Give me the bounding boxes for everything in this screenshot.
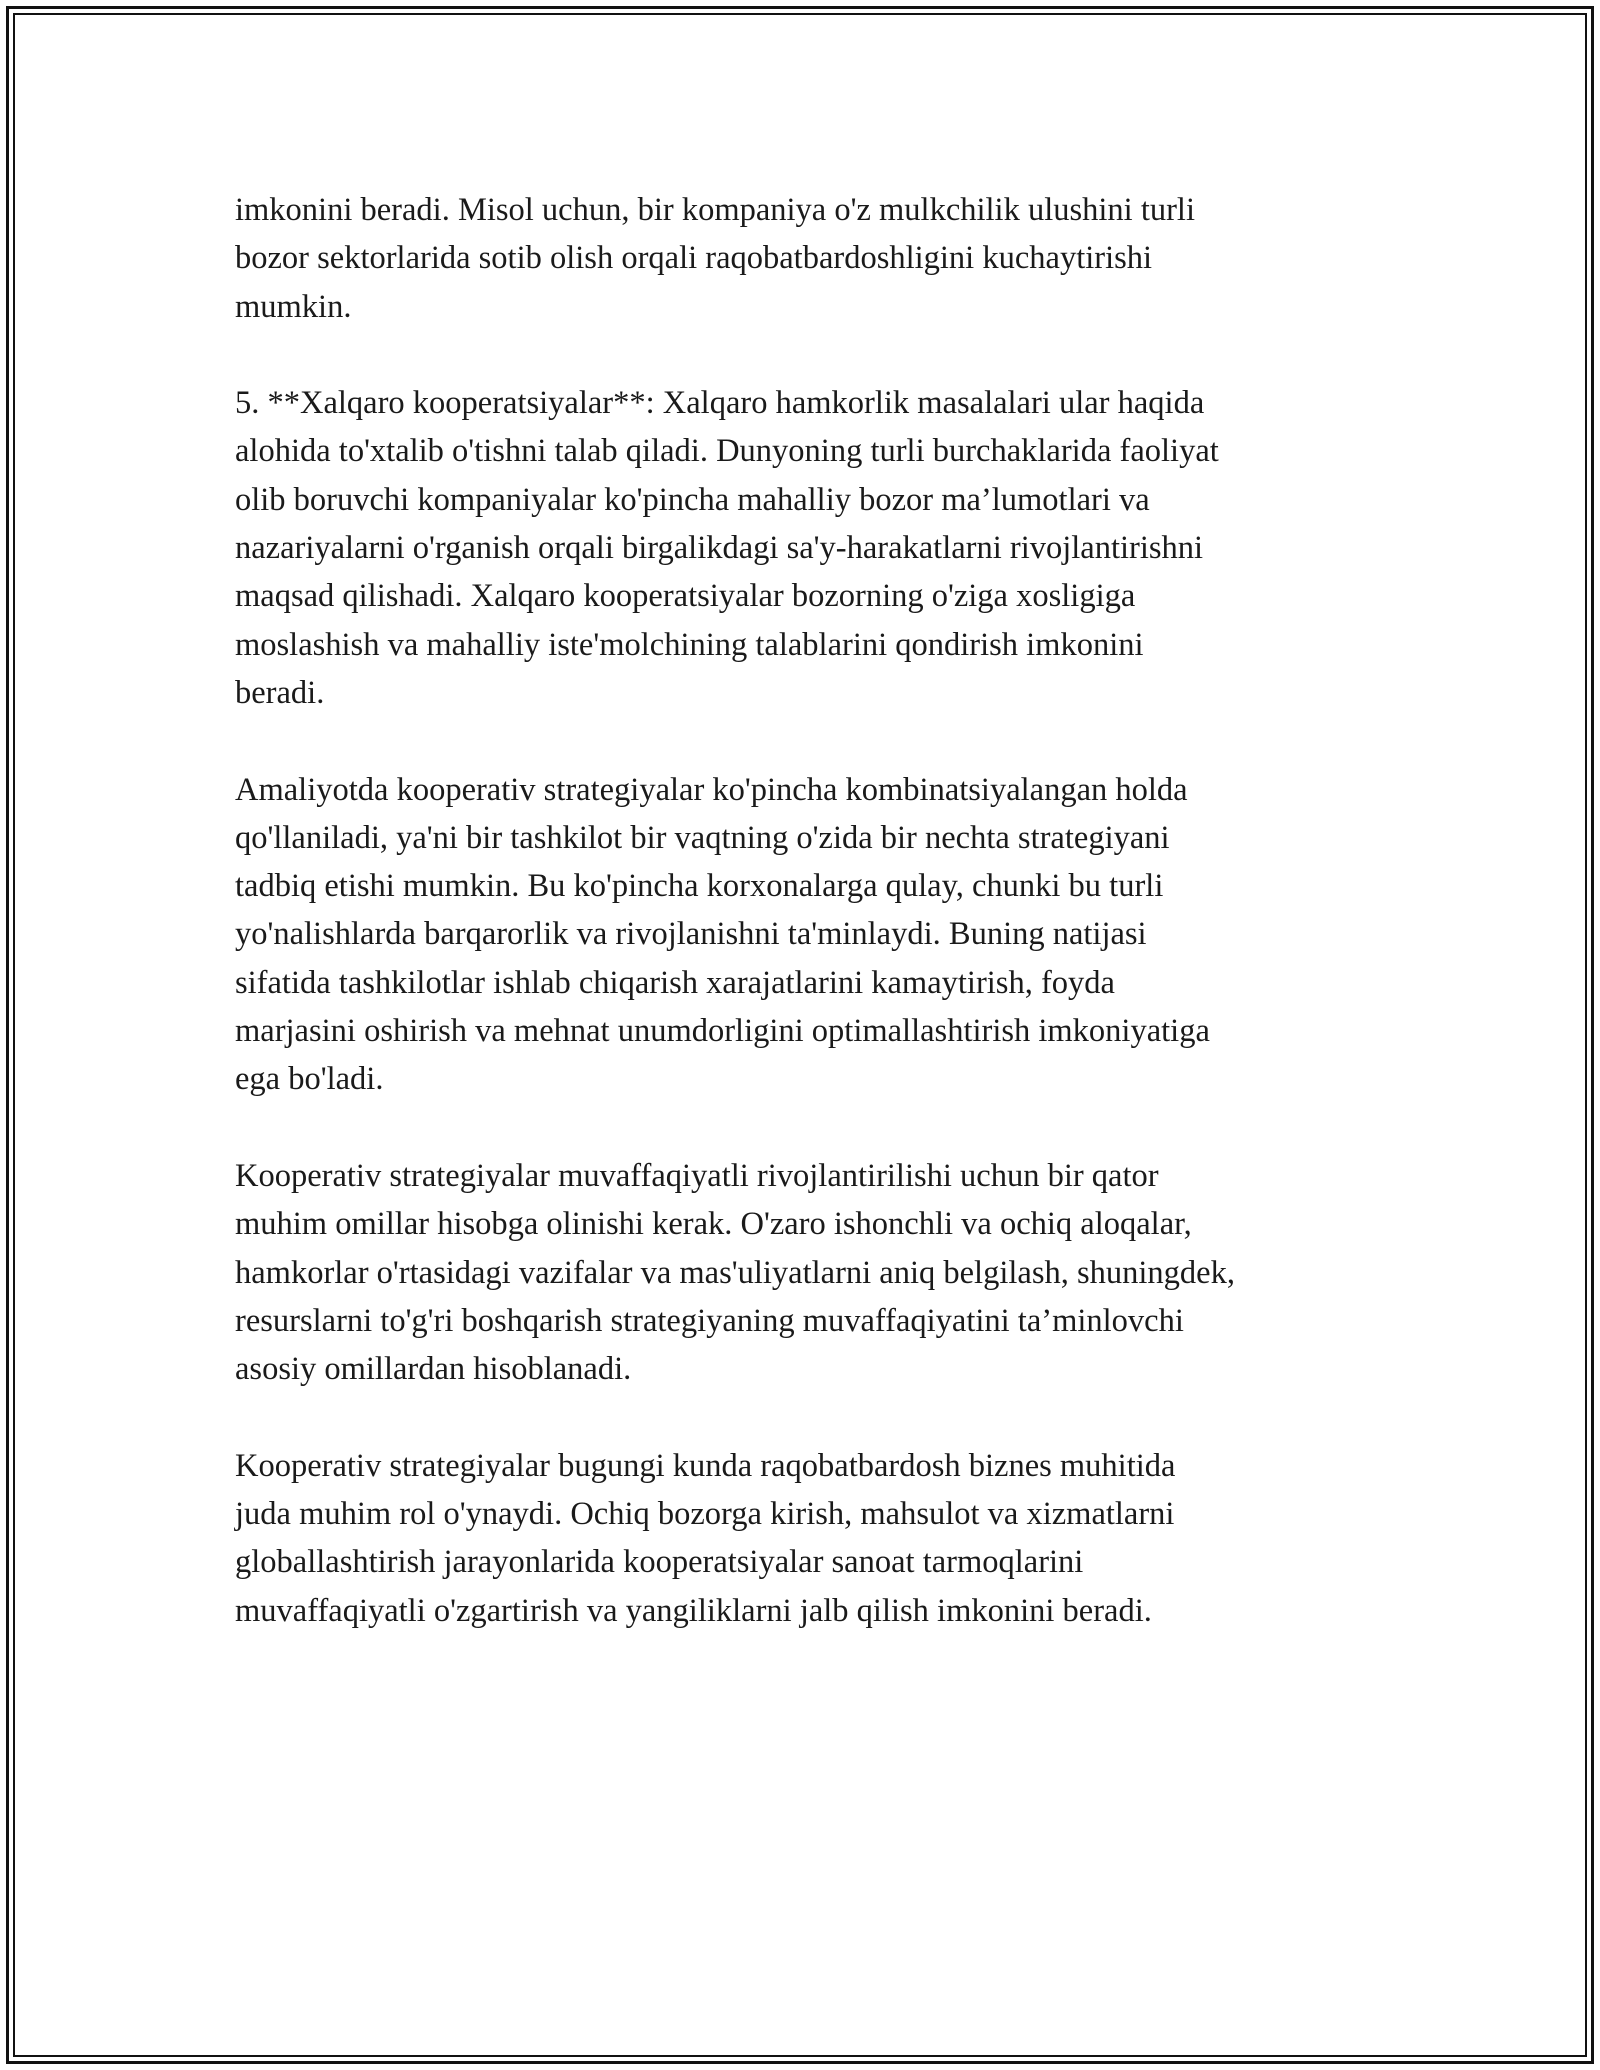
paragraph-international-cooperation: 5. **Xalqaro kooperatsiyalar**: Xalqaro hamkorlik masalalari ular haqida alohida to'xtalib o'tishni talab qiladi. Dunyoning turli burchaklarida faoliyat olib boruvchi kompaniyalar ko'pincha mahalliy bozor ma’lumotlari va nazariyalarni o'rganish orqali birgalikdagi sa'y-harakatlarni rivojlantirishni maqsad qilishadi. Xalqaro kooperatsiyalar bozorning o'ziga xosligiga moslashish va mahalliy iste'molchining talablarini qondirish imkonini beradi. <box>235 385 1219 711</box>
paragraph-conclusion: Kooperativ strategiyalar bugungi kunda raqobatbardosh biznes muhitida juda muhim rol o'ynaydi. Ochiq bozorga kirish, mahsulot va xizmatlarni globallashtirish jarayonlarida kooperatsiyalar sanoat tarmoqlarini muvaffaqiyatli o'zgartirish va yangiliklarni jalb qilish imkonini beradi. <box>235 1447 1176 1629</box>
paragraph-combined-strategies: Amaliyotda kooperativ strategiyalar ko'pincha kombinatsiyalangan holda qo'llaniladi, ya'ni bir tashkilot bir vaqtning o'zida bir nechta strategiyani tadbiq etishi mumkin. Bu ko'pincha korxonalarga qulay, chunki bu turli yo'nalishlarda barqarorlik va rivojlanishni ta'minlaydi. Buning natijasi sifatida tashkilotlar ishlab chiqarish xarajatlarini kamaytirish, foyda marjasini oshirish va mehnat unumdorligini optimallashtirish imkoniyatiga ega bo'ladi. <box>235 771 1210 1098</box>
document-body <box>235 186 1385 1683</box>
paragraph-continuation: imkonini beradi. Misol uchun, bir kompaniya o'z mulkchilik ulushini turli bozor sektorlarida sotib olish orqali raqobatbardoshligini kuchaytirishi mumkin. <box>235 192 1195 325</box>
paragraph-success-factors: Kooperativ strategiyalar muvaffaqiyatli rivojlantirilishi uchun bir qator muhim omillar hisobga olinishi kerak. O'zaro ishonchli va ochiq aloqalar, hamkorlar o'rtasidagi vazifalar va mas'uliyatlarni aniq belgilash, shuningdek, resurslarni to'g'ri boshqarish strategiyaning muvaffaqiyatini ta’minlovchi asosiy omillardan hisoblanadi. <box>235 1157 1235 1388</box>
